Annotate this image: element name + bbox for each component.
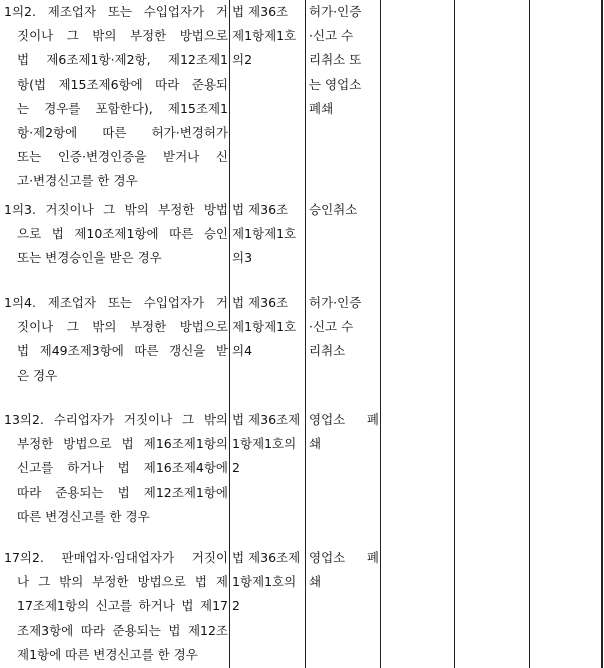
legal-basis-cell: [232, 408, 304, 481]
violation-text: 으로 법 제10조제1항에 따른 승인: [17, 226, 228, 242]
column-divider: [454, 0, 455, 668]
violation-text: 나 그 밖의 부정한 방법으로 법 제: [17, 574, 228, 590]
violation-cell: [4, 291, 228, 388]
table-right-border: [601, 0, 603, 668]
penalty-text: 허가·인증: [309, 295, 362, 310]
legal-basis-text: 2: [232, 598, 240, 614]
violation-text: 1의4. 제조업자 또는 수입업자가 거: [4, 295, 228, 310]
violation-cell: [4, 0, 228, 194]
column-divider: [229, 0, 230, 668]
violation-text: 17의2. 판매업자·임대업자가 거짓이: [4, 550, 228, 565]
legal-basis-text: 제1항제1호: [232, 28, 297, 44]
violation-text: 는 경우를 포함한다), 제15조제1: [17, 100, 228, 116]
legal-basis-text: 법 제36조제: [232, 412, 301, 427]
legal-basis-text: 의2: [232, 52, 253, 68]
legal-basis-cell: [232, 546, 304, 619]
violation-cell: [4, 546, 228, 667]
penalty-text: 리취소 또: [309, 52, 362, 68]
legal-basis-text: 법 제36조: [232, 202, 289, 217]
penalty-cell: [309, 546, 379, 594]
legal-basis-text: 의4: [232, 343, 253, 359]
legal-basis-cell: [232, 198, 304, 271]
legal-basis-cell: [232, 0, 304, 73]
penalty-cell: [309, 291, 379, 364]
violation-text: 은 경우: [17, 367, 58, 383]
violation-text: 1의2. 제조업자 또는 수입업자가 거: [4, 4, 228, 19]
violation-text: 13의2. 수리업자가 거짓이나 그 밖의: [4, 412, 228, 427]
legal-basis-text: 2: [232, 460, 240, 476]
penalty-text: 쇄: [309, 436, 322, 452]
penalty-text: 영업소 폐: [309, 550, 379, 565]
violation-text: 제1항에 따른 변경신고를 한 경우: [17, 646, 198, 662]
violation-text: 신고를 하거나 법 제16조제4항에: [17, 460, 228, 476]
violation-text: 17조제1항의 신고를 하거나 법 제17: [17, 598, 228, 614]
legal-basis-text: 제1항제1호: [232, 319, 297, 335]
legal-basis-text: 법 제36조제: [232, 550, 301, 565]
violation-text: 따라 준용되는 법 제12조제1항에: [17, 484, 228, 500]
violation-text: 또는 인증·변경인증을 받거나 신: [17, 149, 228, 165]
penalty-text: ·신고 수: [309, 28, 354, 44]
violation-text: 따른 변경신고를 한 경우: [17, 508, 150, 524]
legal-basis-text: 1항제1호의: [232, 574, 297, 590]
violation-text: 항·제2항에 따른 허가·변경허가: [17, 124, 228, 140]
violation-text: 또는 변경승인을 받은 경우: [17, 250, 162, 266]
penalty-text: 폐쇄: [309, 100, 334, 116]
legal-basis-text: 의3: [232, 250, 253, 266]
penalty-text: 영업소 폐: [309, 412, 379, 427]
violation-cell: [4, 408, 228, 529]
violation-text: 항(법 제15조제6항에 따라 준용되: [17, 76, 228, 92]
penalty-cell: [309, 408, 379, 456]
legal-basis-text: 법 제36조: [232, 4, 289, 19]
violation-text: 법 제49조제3항에 따른 갱신을 받: [17, 343, 228, 359]
penalty-cell: [309, 0, 379, 121]
penalty-text: 허가·인증: [309, 4, 362, 19]
penalty-text: ·신고 수: [309, 319, 354, 335]
legal-basis-text: 1항제1호의: [232, 436, 297, 452]
penalty-cell: [309, 198, 379, 222]
column-divider: [380, 0, 381, 668]
violation-text: 고·변경신고를 한 경우: [17, 173, 138, 189]
penalty-text: 리취소: [309, 343, 346, 359]
penalty-text: 는 영업소: [309, 76, 362, 92]
penalty-text: 쇄: [309, 574, 322, 590]
violation-text: 짓이나 그 밖의 부정한 방법으로: [17, 319, 228, 335]
legal-basis-text: 제1항제1호: [232, 226, 297, 242]
violation-text: 부정한 방법으로 법 제16조제1항의: [17, 436, 228, 452]
penalty-text: 승인취소: [309, 202, 358, 217]
violation-text: 조제3항에 따라 준용되는 법 제12조: [17, 622, 228, 638]
column-divider: [529, 0, 530, 668]
column-divider: [305, 0, 306, 668]
legal-basis-cell: [232, 291, 304, 364]
legal-basis-text: 법 제36조: [232, 295, 289, 310]
violation-text: 1의3. 거짓이나 그 밖의 부정한 방법: [4, 202, 228, 217]
violation-text: 짓이나 그 밖의 부정한 방법으로: [17, 28, 228, 44]
violation-text: 법 제6조제1항·제2항, 제12조제1: [17, 52, 228, 68]
violation-cell: [4, 198, 228, 271]
